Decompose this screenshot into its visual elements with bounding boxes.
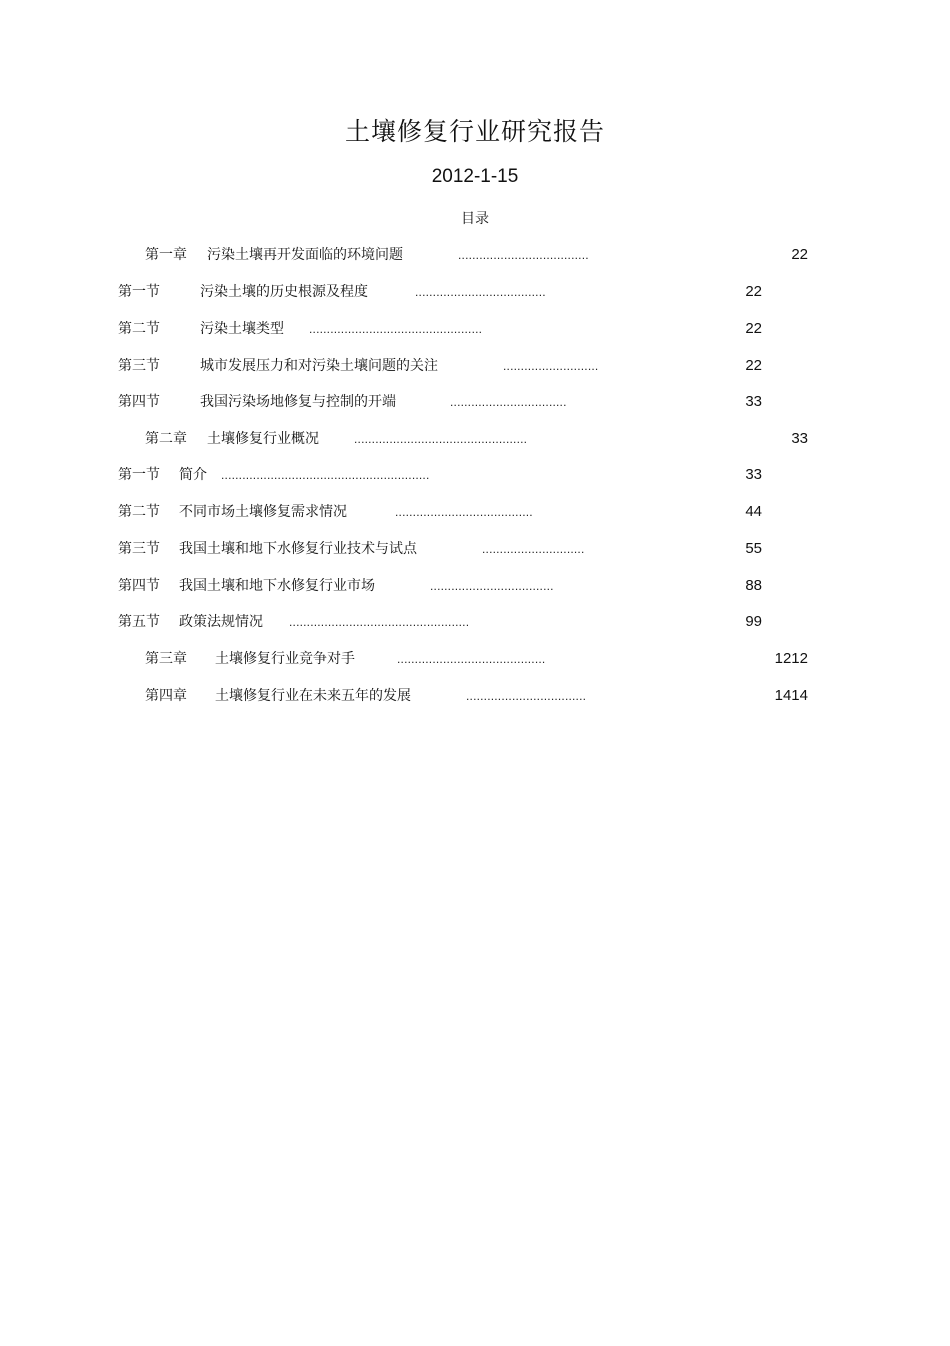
toc-entry-section-1-4[interactable] <box>0 391 950 413</box>
toc-entry-section-1-1[interactable] <box>0 281 950 303</box>
toc-entry-number: 第五节 <box>118 614 160 630</box>
toc-entry-page: 1212 <box>774 650 808 667</box>
toc-entry-chapter-4[interactable] <box>0 685 950 707</box>
toc-entry-number: 第一章 <box>145 247 187 263</box>
toc-entry-number: 第四节 <box>118 394 160 410</box>
toc-entry-number: 第二节 <box>118 321 160 337</box>
toc-entry-section-2-2[interactable] <box>0 501 950 523</box>
toc-entry-title: 污染土壤的历史根源及程度 <box>200 284 368 300</box>
toc-entry-title: 我国污染场地修复与控制的开端 <box>200 394 396 410</box>
toc-entry-page: 99 <box>745 613 762 630</box>
toc-entry-chapter-2[interactable] <box>0 428 950 450</box>
toc-entry-page: 33 <box>745 466 762 483</box>
toc-entry-section-1-2[interactable] <box>0 318 950 340</box>
toc-entry-number: 第四节 <box>118 578 160 594</box>
toc-entry-title: 政策法规情况 <box>179 614 263 630</box>
toc-entry-title: 土壤修复行业在未来五年的发展 <box>215 688 411 704</box>
toc-heading: 目录 <box>461 211 489 227</box>
toc-entry-leader: ..................................... <box>415 285 546 299</box>
toc-entry-page: 33 <box>745 393 762 410</box>
toc-entry-leader: ........................................................... <box>221 468 430 482</box>
toc-entry-title: 土壤修复行业竞争对手 <box>215 651 355 667</box>
toc-entry-title: 污染土壤类型 <box>200 321 284 337</box>
toc-entry-leader: ................................. <box>450 395 567 409</box>
toc-entry-page: 22 <box>745 320 762 337</box>
toc-entry-number: 第二章 <box>145 431 187 447</box>
toc-entry-number: 第三节 <box>118 358 160 374</box>
toc-entry-number: 第三节 <box>118 541 160 557</box>
toc-entry-page: 88 <box>745 577 762 594</box>
toc-entry-leader: ................................................. <box>354 432 528 446</box>
toc-entry-page: 22 <box>745 357 762 374</box>
document-date: 2012-1-15 <box>431 166 519 187</box>
toc-entry-title: 城市发展压力和对污染土壤问题的关注 <box>200 358 438 374</box>
document-title: 土壤修复行业研究报告 <box>344 117 605 146</box>
toc-entry-leader: ........................... <box>503 359 599 373</box>
toc-entry-section-2-4[interactable] <box>0 575 950 597</box>
toc-entry-title: 不同市场土壤修复需求情况 <box>179 504 347 520</box>
toc-entry-leader: ....................................... <box>395 505 533 519</box>
toc-entry-title: 污染土壤再开发面临的环境问题 <box>207 247 403 263</box>
toc-entry-leader: ..................................... <box>458 248 589 262</box>
toc-entry-section-2-3[interactable] <box>0 538 950 560</box>
toc-entry-number: 第四章 <box>145 688 187 704</box>
toc-entry-page: 55 <box>745 540 762 557</box>
toc-entry-number: 第三章 <box>145 651 187 667</box>
toc-entry-page: 22 <box>791 246 808 263</box>
toc-entry-leader: .......................................... <box>397 652 546 666</box>
toc-entry-leader: ............................. <box>482 542 585 556</box>
toc-entry-title: 土壤修复行业概况 <box>207 431 319 447</box>
toc-entry-leader: ................................... <box>430 579 554 593</box>
toc-entry-section-2-1[interactable] <box>0 464 950 486</box>
toc-entry-title: 我国土壤和地下水修复行业技术与试点 <box>179 541 417 557</box>
toc-entry-leader: .................................. <box>466 689 587 703</box>
toc-entry-page: 22 <box>745 283 762 300</box>
toc-entry-number: 第二节 <box>118 504 160 520</box>
toc-entry-number: 第一节 <box>118 284 160 300</box>
toc-entry-number: 第一节 <box>118 467 160 483</box>
toc-entry-chapter-1[interactable] <box>0 244 950 266</box>
toc-entry-title: 我国土壤和地下水修复行业市场 <box>179 578 375 594</box>
toc-entry-page: 1414 <box>774 687 808 704</box>
toc-entry-chapter-3[interactable] <box>0 648 950 670</box>
toc-entry-section-1-3[interactable] <box>0 355 950 377</box>
toc-entry-leader: ................................................... <box>289 615 470 629</box>
toc-entry-section-2-5[interactable] <box>0 611 950 633</box>
toc-entry-leader: ................................................. <box>309 322 483 336</box>
toc-entry-title: 简介 <box>179 467 207 483</box>
toc-entry-page: 44 <box>745 503 762 520</box>
toc-entry-page: 33 <box>791 430 808 447</box>
